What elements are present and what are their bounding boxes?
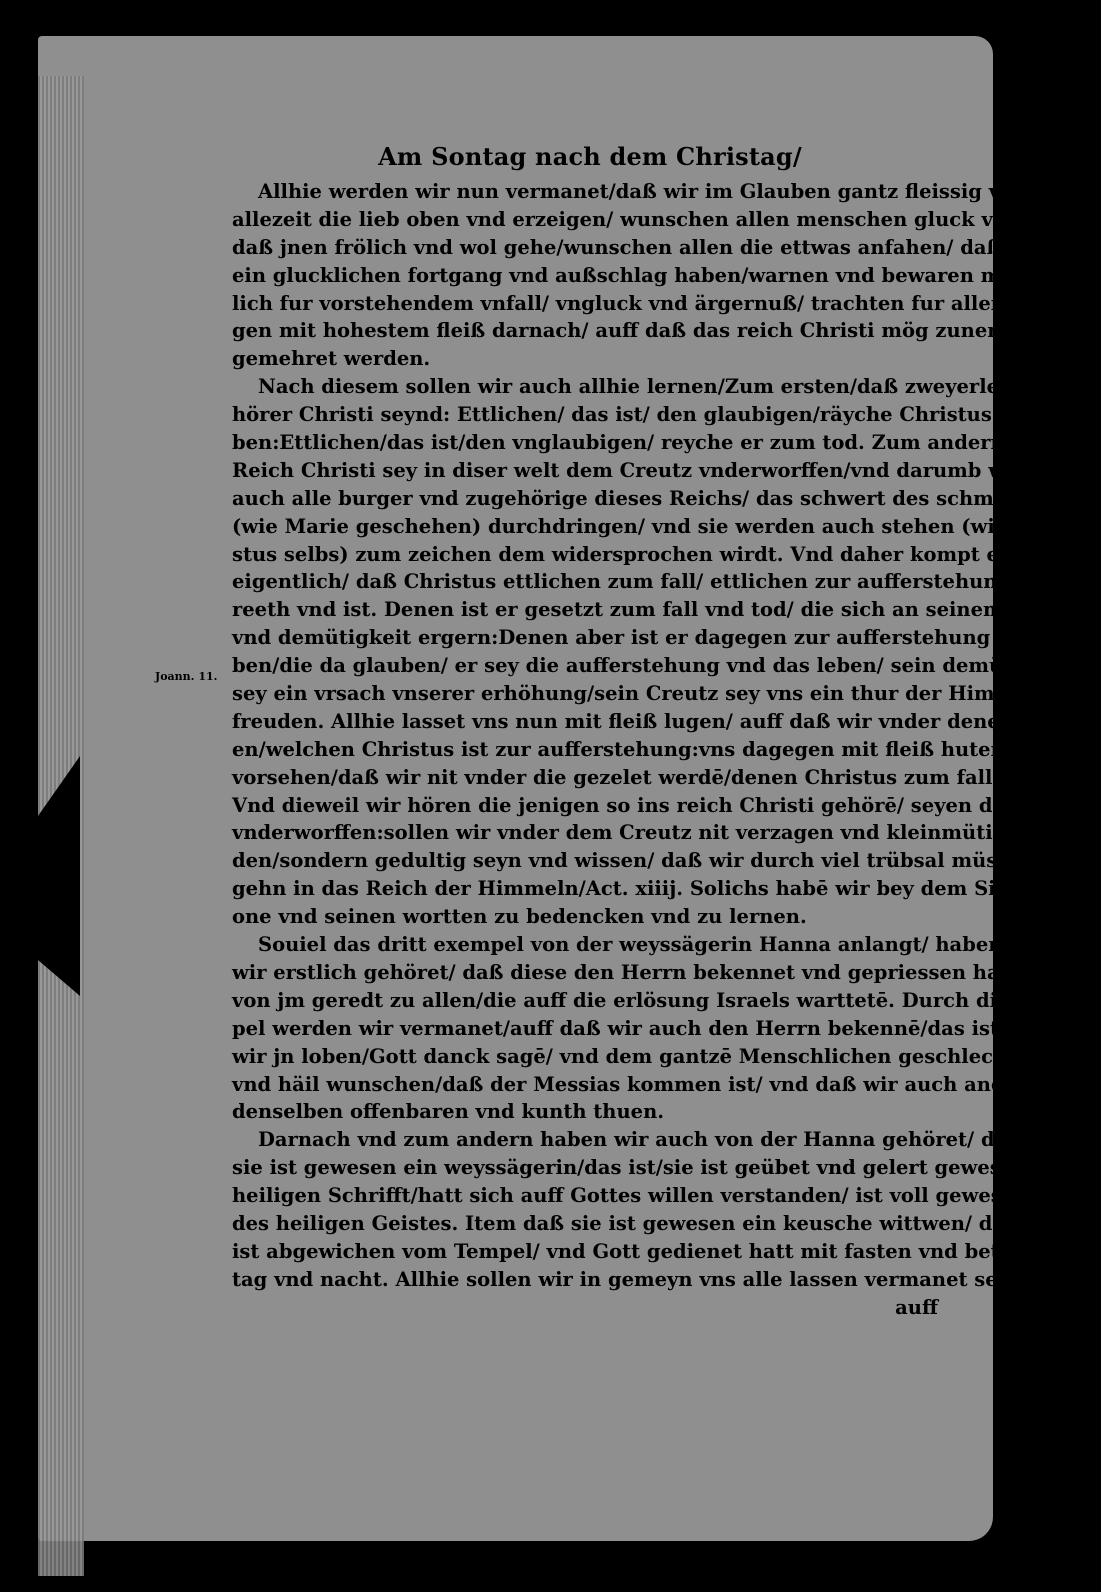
text-line: gen mit hohestem fleiß darnach/ auff daß das reich Christi mög zunemē vnd <box>232 319 1067 343</box>
text-line: (wie Marie geschehen) durchdringen/ vnd sie werden auch stehen (wie Chri- <box>232 514 1070 538</box>
text-line: en/welchen Christus ist zur aufferstehung:vns dagegen mit fleiß huten vnd <box>232 737 1051 761</box>
text-line: von jm geredt zu allen/die auff die erlösung Israels warttetē. Durch diß exē- <box>232 988 1064 1012</box>
text-line: hörer Christi seynd: Ettlichen/ das ist/ den glaubigen/räyche Christus zum le- <box>232 403 1080 427</box>
text-line: den/sondern gedultig seyn vnd wissen/ daß wir durch viel trübsal müssen eyn- <box>232 849 1088 873</box>
text-line: wir erstlich gehöret/ daß diese den Herrn bekennet vnd gepriessen hatt/ auch <box>232 960 1085 984</box>
text-line: ist abgewichen vom Tempel/ vnd Gott gedienet hatt mit fasten vnd betten <box>232 1239 1036 1263</box>
text-line: sey ein vrsach vnserer erhöhung/sein Creutz sey vns ein thur der Himmelischē <box>232 682 1092 706</box>
text-line: Vnd dieweil wir hören die jenigen so ins reich Christi gehörē/ seyen dem creutz <box>232 793 1101 817</box>
text-line: eigentlich/ daß Christus ettlichen zum fall/ ettlichen zur aufferstehung ge- <box>232 570 1053 594</box>
text-line: vnderworffen:sollen wir vnder dem Creutz nit verzagen vnd kleinmütig wer- <box>232 821 1061 845</box>
running-head: Am Sontag nach dem Christag/ <box>378 142 802 171</box>
body-text <box>232 178 1101 1322</box>
text-line: reeth vnd ist. Denen ist er gesetzt zum fall vnd tod/ die sich an seinem Creutz <box>232 598 1083 622</box>
text-line: stus selbs) zum zeichen dem widersprochen wirdt. Vnd daher kompt es auch <box>232 542 1070 566</box>
text-line: Souiel das dritt exempel von der weyssägerin Hanna anlangt/ haben <box>258 933 1003 957</box>
text-line: Allhie werden wir nun vermanet/daß wir im Glauben gantz fleissig vnd <box>258 180 1028 203</box>
text-line: lich fur vorstehendem vnfall/ vngluck vnd ärgernuß/ trachten fur allen din- <box>232 291 1056 315</box>
text-line: ben:Ettlichen/das ist/den vnglaubigen/ reyche er zum tod. Zum andern/das <box>232 431 1050 455</box>
text-line: wir jn loben/Gott danck sagē/ vnd dem gantzē Menschlichen geschlecht gluck <box>232 1044 1084 1068</box>
marginal-note: Joann. 11. <box>155 670 218 683</box>
text-line: vnd demütigkeit ergern:Denen aber ist er dagegen zur aufferstehung vnd le- <box>232 626 1071 650</box>
text-line: one vnd seinen wortten zu bedencken vnd zu lernen. <box>232 905 807 929</box>
text-line: denselben offenbaren vnd kunth thuen. <box>232 1100 665 1124</box>
text-line: auch alle burger vnd zugehörige dieses Reichs/ das schwert des schmertzens <box>232 486 1075 510</box>
text-line: Darnach vnd zum andern haben wir auch von der Hanna gehöret/ daß <box>258 1128 1023 1152</box>
text-line: daß jnen frölich vnd wol gehe/wunschen allen die ettwas anfahen/ daß sie <box>232 235 1039 259</box>
text-line: Reich Christi sey in diser welt dem Creutz vnderworffen/vnd darumb werden <box>232 458 1068 482</box>
text-line: vnd häil wunschen/daß der Messias kommen ist/ vnd daß wir auch andern <box>232 1072 1042 1096</box>
text-line: gemehret werden. <box>232 347 431 371</box>
text-line: gehn in das Reich der Himmeln/Act. xiiij. Solichs habē wir bey dem Sime- <box>232 877 1037 901</box>
text-line: tag vnd nacht. Allhie sollen wir in gemeyn vns alle lassen vermanet seyn/ <box>232 1267 1031 1291</box>
text-line: ein glucklichen fortgang vnd außschlag haben/warnen vnd bewaren menig- <box>232 263 1058 287</box>
text-line: des heiligen Geistes. Item daß sie ist gewesen ein keusche wittwen/ daß sie nit <box>232 1211 1095 1235</box>
text-line: sie ist gewesen ein weyssägerin/das ist/sie ist geübet vnd gelert gewesen in der <box>232 1156 1099 1180</box>
text-line: Nach diesem sollen wir auch allhie lernen/Zum ersten/daß zweyerley zu- <box>258 375 1051 399</box>
catchword: auff <box>895 1295 938 1319</box>
text-line: heiligen Schrifft/hatt sich auff Gottes willen verstanden/ ist voll gewesen <box>232 1184 1029 1208</box>
text-line: vorsehen/daß wir nit vnder die gezelet werdē/denen Christus zum fall reycht. <box>232 765 1076 789</box>
text-line: allezeit die lieb oben vnd erzeigen/ wunschen allen menschen gluck vnd häil/ <box>232 207 1077 231</box>
text-line: freuden. Allhie lasset vns nun mit fleiß lugen/ auff daß wir vnder denen seyē <box>232 709 1068 733</box>
text-line: ben/die da glauben/ er sey die aufferstehung vnd das leben/ sein demütigkeit <box>232 654 1076 678</box>
text-line: pel werden wir vermanet/auff daß wir auch den Herrn bekennē/das ist/daß <box>232 1016 1048 1040</box>
